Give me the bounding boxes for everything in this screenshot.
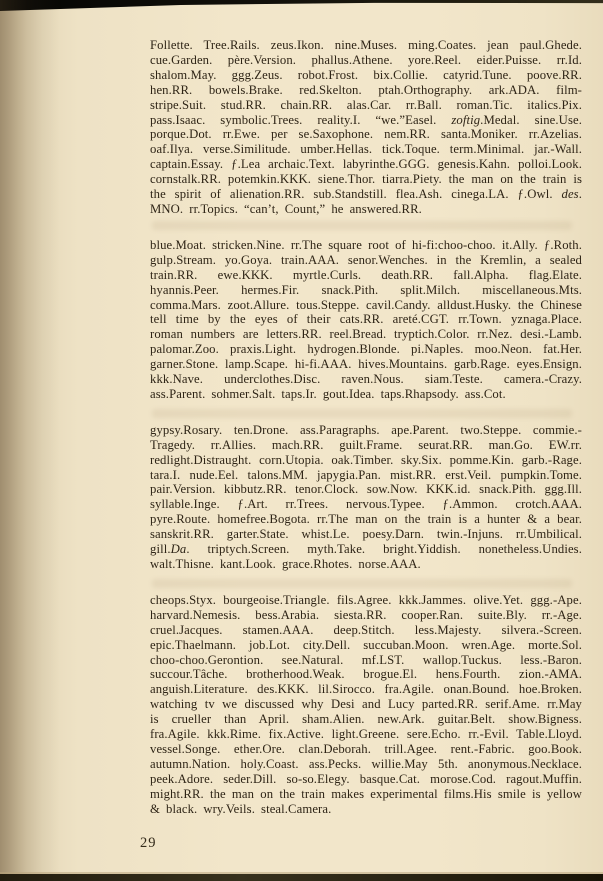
paragraph-2: blue.Moat. stricken.Nine. rr.The square root of hi-fi:choo-choo. it.Ally. ƒ.Roth. gulp.Stream. yo.Goya. train.AAA. senor.Wenches. in the Kremlin, a sealed train.RR. ewe.KKK. myrtle.Curls. death.RR. fall.Alpha. flag.Elate. hyannis.Peer. hermes.Fir. snack.Pith. split.Milch. miscellaneous.Mts. comma.Mars. zoot.Allure. tous.Steppe. cavil.Candy. alldust.Husky. the Chinese tell time by the eyes of their cats.RR. areté.CGT. rr.Town. yznaga.Place. roman numbers are letters.RR. reel.Bread. tryptich.Color. rr.Nez. desi.-Lamb. palomar.Zoo. praxis.Light. hydrogen.Blonde. pi.Naples. moo.Neon. fat.Her. garner.Stone. lamp.Scape. hi-fi.AAA. hives.Mountains. garb.Rage. eyes.Ensign. kkk.Nave. underclothes.Disc. raven.Nous. siam.Teste. camera.-Crazy. ass.Parent. sohmer.Salt. taps.Ir. gout.Idea. taps.Rhapsody. ass.Cot. [150,237,582,401]
text-block [150,38,582,817]
paragraph-1: Follette. Tree.Rails. zeus.Ikon. nine.Muses. ming.Coates. jean paul.Ghede. cue.Garden. père.Version. phallus.Athene. yore.Reel. eider.Puisse. rr.Id. shalom.May. ggg.Zeus. robot.Frost. bix.Collie. catyrid.Tune. poove.RR. hen.RR. bowels.Brake. red.Skelton. ptah.Orthography. ark.ADA. film-stripe.Suit. stud.RR. chain.RR. alas.Car. rr.Ball. roman.Tic. italics.Pix. pass.Isaac. symbolic.Trees. reality.I. “we.”Easel. zoftig.Medal. sine.Use. porque.Dot. rr.Ewe. per se.Saxophone. nem.RR. santa.Moniker. rr.Azelias. oaf.Ilya. verse.Similitude. umber.Hellas. tick.Toque. term.Minimal. jar.-Wall. captain.Essay. ƒ.Lea archaic.Text. labyrinthe.GGG. genesis.Kahn. polloi.Look. cornstalk.RR. potemkin.KKK. siene.Thor. tiarra.Piety. the man on the train is the spirit of alienation.RR. sub.Standstill. flea.Ash. cinega.LA. ƒ.Owl. des. MNO. rr.Topics. “can’t, Count,” he answered.RR. [150,38,582,216]
page-top-edge-shadow [0,0,603,11]
page-number: 29 [140,835,157,851]
binding-shadow [0,0,60,881]
paragraph-4: cheops.Styx. bourgeoise.Triangle. fils.Agree. kkk.Jammes. olive.Yet. ggg.-Ape. harvard.Nemesis. bess.Arabia. siesta.RR. cooper.Ran. suite.Bly. rr.-Age. cruel.Jacques. stamen.AAA. deep.Stitch. less.Majesty. silvera.-Screen. epic.Thaelmann. job.Lot. city.Dell. succuban.Moon. wren.Age. morte.Sol. choo-choo.Gerontion. see.Natural. mf.LST. wallop.Tuckus. less.-Baron. succour.Tâche. brotherhood.Weak. brogue.El. hens.Fourth. zion.-AMA. anguish.Literature. des.KKK. lil.Sirocco. fra.Agile. onan.Bound. hoe.Broken. watching tv we discussed why Desi and Lucy parted.RR. serif.Ame. rr.May is crueller than April. sham.Alien. new.Ark. guitar.Belt. show.Bigness. fra.Agile. kkk.Rime. fix.Active. light.Greene. sere.Echo. rr.-Evil. Table.Lloyd. vessel.Songe. ether.Ore. clan.Deborah. trill.Agee. rent.-Fabric. goo.Book. autumn.Nation. holy.Coast. ass.Pecks. willie.May 5th. anonymous.Necklace. peek.Adore. seder.Dill. so-so.Elegy. basque.Cat. morose.Cod. ragout.Muffin. might.RR. the man on the train makes experimental films.His smile is yellow & black. wry.Veils. steal.Camera. [150,592,582,816]
paragraph-3: gypsy.Rosary. ten.Drone. ass.Paragraphs. ape.Parent. two.Steppe. commie.-Tragedy. rr.Allies. mach.RR. guilt.Frame. seurat.RR. man.Go. EW.rr. redlight.Distraught. corn.Utopia. oak.Timber. sky.Six. pomme.Kin. garb.-Rage. tara.I. nude.Eel. talons.MM. japygia.Pan. mist.RR. erst.Veil. pumpkin.Tome. pair.Version. kibbutz.RR. tenor.Clock. sow.Now. KKK.id. snack.Pith. ggg.Ill. syllable.Inge. ƒ.Art. rr.Trees. nervous.Typee. ƒ.Ammon. crotch.AAA. pyre.Route. homefree.Bogota. rr.The man on the train is a hunter & a bear. sanskrit.RR. garter.State. whist.Le. poesy.Darn. twin.-Injuns. rr.Umbilical. gill.Da. triptych.Screen. myth.Take. bright.Yiddish. nonetheless.Undies. walt.Thisne. kant.Look. grace.Rhotes. norse.AAA. [150,422,582,571]
page-bottom-edge-shadow [0,874,603,881]
